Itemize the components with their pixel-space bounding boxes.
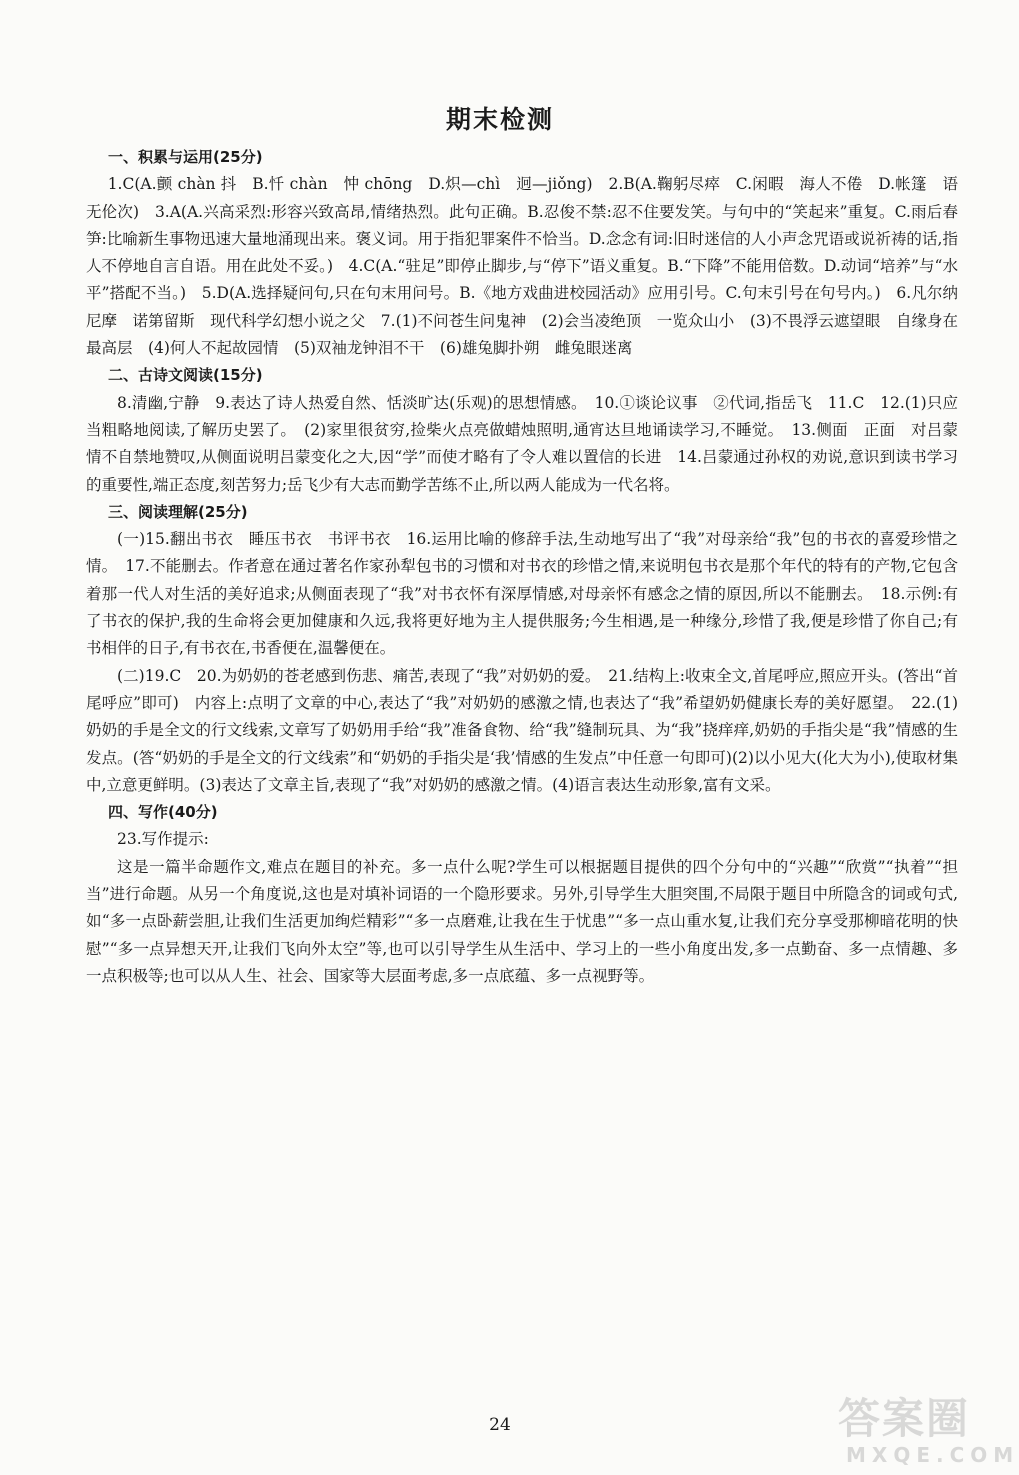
section-paragraph: 这是一篇半命题作文,难点在题目的补充。多一点什么呢?学生可以根据题目提供的四个分句中的“兴趣”“欣赏”“执着”“担当”进行命题。从另一个角度说,这也是对填补词语的一个隐形要求。另外,引导学生大胆突围,不局限于题目中所隐含的词或句式,如“多一点卧薪尝胆,让我们生活更加绚烂精彩”“多一点磨难,让我在生于忧患”“多一点山重水复,让我们充分享受那柳暗花明的快慰”“多一点异想天开,让我们飞向外太空”等,也可以引导学生从生活中、学习上的一些小角度出发,多一点勤奋、多一点情趣、多一点积极等;也可以从人生、社会、国家等大层面考虑,多一点底蕴、多一点视野等。 <box>86 857 958 985</box>
section-reading-comprehension <box>86 499 958 799</box>
section-heading: 一、积累与运用(25分) <box>108 148 263 166</box>
watermark-top-text: 答案圈 <box>838 1394 971 1443</box>
section-paragraph: 1.C(A.颤 chàn 抖 B.忏 chàn 忡 chōng D.炽—chì 迥—jiǒng) 2.B(A.鞠躬尽瘁 C.闲暇 海人不倦 D.帐篷 语无伦次) 3.A(A.兴高采烈:形容兴致高昂,情绪热烈。此句正确。B.忍俊不禁:忍不住要发笑。与句中的“笑起来”重复。C.雨后春笋:比喻新生事物迅速大量地涌现出来。褒义词。用于指犯罪案件不恰当。D.念念有词:旧时迷信的人小声念咒语或说祈祷的话,指人不停地自言自语。用在此处不妥。) 4.C(A.“驻足”即停止脚步,与“停下”语义重复。B.“下降”不能用倍数。D.动词“培养”与“水平”搭配不当。) 5.D(A.选择疑问句,只在句末用问号。B.《地方戏曲进校园活动》应用引号。C.句末引号在句号内。) 6.凡尔纳 尼摩 诺第留斯 现代科学幻想小说之父 7.(1)不问苍生问鬼神 (2)会当凌绝顶 一览众山小 (3)不畏浮云遮望眼 自缘身在最高层 (4)何人不起故园情 (5)双袖龙钟泪不干 (6)雄兔脚扑朔 雌兔眼迷离 <box>86 175 974 358</box>
answer-content <box>86 144 974 990</box>
section-accumulation <box>86 144 974 362</box>
section-heading: 四、写作(40分) <box>108 803 218 822</box>
page-title: 期末检测 <box>445 105 554 134</box>
section-paragraph: (二)19.C 20.为奶奶的苍老感到伤悲、痛苦,表现了“我”对奶奶的爱。 21.结构上:收束全文,首尾呼应,照应开头。(答出“首尾呼应”即可) 内容上:点明了文章的中心,表达了“我”对奶奶的感激之情,也表达了“我”希望奶奶健康长寿的美好愿望。 22.(1)奶奶的手是全文的行文线索,文章写了奶奶用手给“我”准备食物、给“我”缝制玩具、为“我”挠痒痒,奶奶的手指尖是“我”情感的生发点。(答“奶奶的手是全文的行文线索”和“奶奶的手指尖是‘我’情感的生发点”中任意一句即可)(2)以小见大(化大为小),使取材集中,立意更鲜明。(3)表达了文章主旨,表现了“我”对奶奶的感激之情。(4)语言表达生动形象,富有文采。 <box>86 666 958 794</box>
section-classical-reading <box>86 362 958 498</box>
watermark-logo <box>838 1394 1019 1469</box>
section-writing <box>86 799 958 990</box>
section-heading: 三、阅读理解(25分) <box>108 502 248 521</box>
section-heading: 二、古诗文阅读(15分) <box>108 366 263 385</box>
watermark-bottom-text: MXQE.COM <box>846 1443 1019 1467</box>
section-paragraph: 8.清幽,宁静 9.表达了诗人热爱自然、恬淡旷达(乐观)的思想情感。 10.①谈论议事 ②代词,指岳飞 11.C 12.(1)只应当粗略地阅读,了解历史罢了。 (2)家里很贫穷,捡柴火点亮做蜡烛照明,通宵达旦地诵读学习,不睡觉。 13.侧面 正面 对吕蒙情不自禁地赞叹,从侧面说明吕蒙变化之大,因“学”而使才略有了令人难以置信的长进 14.吕蒙通过孙权的劝说,意识到读书学习的重要性,端正态度,刻苦努力;岳飞少有大志而勤学苦练不止,所以两人能成为一代名将。 <box>86 393 958 494</box>
section-paragraph: (一)15.翻出书衣 睡压书衣 书评书衣 16.运用比喻的修辞手法,生动地写出了“我”对母亲给“我”包的书衣的喜爱珍惜之情。 17.不能删去。作者意在通过著名作家孙犁包书的习惯和对书衣的珍惜之情,来说明包书衣是那个年代的特有的产物,它包含着那一代人对生活的美好追求;从侧面表现了“我”对书衣怀有深厚情感,对母亲怀有感念之情的原因,所以不能删去。 18.示例:有了书衣的保护,我的生命将会更加健康和久远,我将更好地为主人提供服务;今生相遇,是一种缘分,珍惜了我,便是珍惜了你自己;有书相伴的日子,有书衣在,书香便在,温馨便在。 <box>86 530 958 658</box>
page-number: 24 <box>489 1415 511 1435</box>
section-paragraph: 23.写作提示: <box>117 830 209 849</box>
